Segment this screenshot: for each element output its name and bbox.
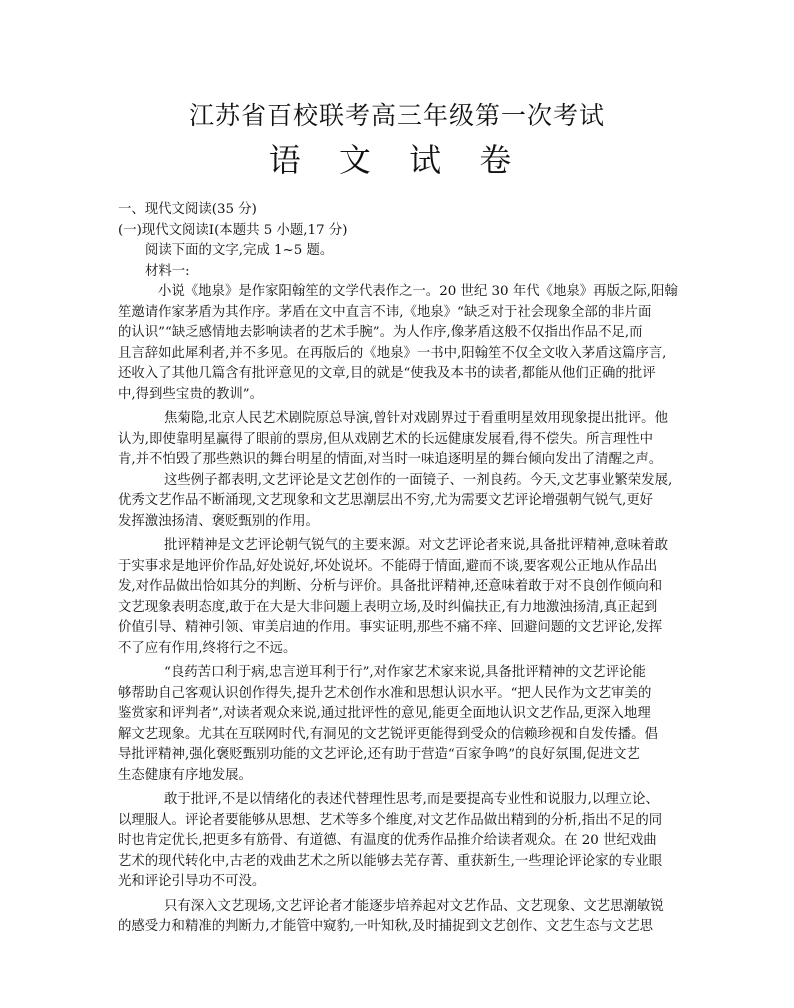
paragraph-line: 只有深入文艺现场,文艺评论者才能逐步培养起对文艺作品、文艺现象、文艺思潮敏锐 [164, 898, 664, 914]
paragraph-line: 发,对作品做出恰如其分的判断、分析与评价。具备批评精神,还意味着敢于对不良创作倾向和 [118, 579, 663, 594]
section-heading: 一、现代文阅读(35 分) [118, 202, 257, 217]
paragraph-line: 导批评精神,强化褒贬甄别功能的文艺评论,还有助于营造“百家争鸣”的良好氛围,促进文艺 [118, 747, 640, 762]
paragraph-line: “良药苦口利于病,忠言逆耳利于行”,对作家艺术家来说,具备批评精神的文艺评论能 [164, 665, 646, 680]
paragraph-line: 以理服人。评论者要能够从思想、艺术等多个维度,对文艺作品做出精到的分析,指出不足的同 [118, 812, 663, 828]
paragraph-line: 生态健康有序地发展。 [118, 767, 252, 783]
paragraph-line: 艺术的现代转化中,古老的戏曲艺术之所以能够去芜存菁、重获新生,一些理论评论家的专业眼 [118, 853, 663, 869]
reading-instruction: 阅读下面的文字,完成 1~5 题。 [145, 243, 334, 258]
paragraph-line: 且言辞如此犀利者,并不多见。在再版后的《地泉》一书中,阳翰笙不仅全文收入茅盾这篇序言, [118, 345, 667, 361]
paragraph-line: 光和评论引导功不可没。 [118, 874, 266, 889]
paragraph-line: 中,得到些宝贵的教训”。 [118, 386, 264, 402]
paragraph-line: 文艺现象表明态度,敢于在大是大非问题上表明立场,及时纠偏扶正,有力地激浊扬清,真正起到 [118, 599, 658, 615]
paragraph-line: 够帮助自己客观认识创作得失,提升艺术创作水准和思想认识水平。“把人民作为文艺审美的 [118, 685, 652, 701]
material-label: 材料一: [145, 263, 190, 279]
sub-section-heading: (一)现代文阅读Ⅰ(本题共 5 小题,17 分) [118, 222, 348, 238]
paragraph-line: 还收入了其他几篇含有批评意见的文章,目的就是“使我及本书的读者,都能从他们正确的批评 [118, 366, 656, 381]
paragraph-line: 肯,并不怕毁了那些熟识的舞台明星的情面,对当时一味追逐明星的舞台倾向发出了清醒之声。 [118, 452, 663, 467]
paragraph-line: 于实事求是地评价作品,好处说好,坏处说坏。不能碍于情面,避而不谈,要客观公正地从作品出 [118, 558, 658, 574]
exam-content [118, 200, 678, 938]
paragraph-line: 时也肯定优长,把更多有筋骨、有道德、有温度的优秀作品推介给读者观众。在 20 世纪戏曲 [118, 833, 657, 848]
paragraph-line: 认为,即使靠明星赢得了眼前的票房,但从戏剧艺术的长远健康发展看,得不偿失。所言理性中 [118, 431, 654, 447]
paragraph-line: 优秀文艺作品不断涌现,文艺现象和文艺思潮层出不穷,尤为需要文艺评论增强朝气锐气,更好 [118, 493, 654, 508]
paragraph-line: 的感受力和精准的判断力,才能管中窥豹,一叶知秋,及时捕捉到文艺创作、文艺生态与文艺思 [118, 919, 654, 934]
paragraph-line: 笙邀请作家茅盾为其作序。茅盾在文中直言不讳,《地泉》“缺乏对于社会现象全部的非片面 [118, 304, 652, 320]
paragraph-line: 小说《地泉》是作家阳翰笙的文学代表作之一。20 世纪 30 年代《地泉》再版之际,阳翰 [158, 284, 678, 299]
paragraph-line: 价值引导、精神引领、审美启迪的作用。事实证明,那些不痛不痒、回避问题的文艺评论,发挥 [118, 620, 663, 635]
paragraph-line: 鉴赏家和评判者”,对读者观众来说,通过批评性的意见,能更全面地认识文艺作品,更深入地理 [118, 706, 651, 721]
paragraph-line: 的认识”“缺乏感情地去影响读者的艺术手腕”。为人作序,像茅盾这般不仅指出作品不足,而 [118, 325, 643, 340]
paragraph-line: 这些例子都表明,文艺评论是文艺创作的一面镜子、一剂良药。今天,文艺事业繁荣发展, [164, 472, 673, 488]
exam-subject-title: 语 文 试 卷 [268, 141, 526, 179]
paragraph-line: 解文艺现象。尤其在互联网时代,有洞见的文艺锐评更能得到受众的信赖珍视和自发传播。倡 [118, 726, 658, 742]
paragraph-line: 发挥激浊扬清、褒贬甄别的作用。 [118, 513, 319, 529]
exam-title: 江苏省百校联考高三年级第一次考试 [188, 101, 605, 130]
paragraph-line: 批评精神是文艺评论朝气锐气的主要来源。对文艺评论者来说,具备批评精神,意味着敢 [164, 538, 668, 553]
paragraph-line: 不了应有作用,终将行之不远。 [118, 640, 297, 656]
paragraph-line: 敢于批评,不是以情绪化的表述代替理性思考,而是要提高专业性和说服力,以理立论、 [164, 792, 659, 807]
paragraph-line: 焦菊隐,北京人民艺术剧院原总导演,曾针对戏剧界过于看重明星效用现象提出批评。他 [164, 411, 668, 426]
